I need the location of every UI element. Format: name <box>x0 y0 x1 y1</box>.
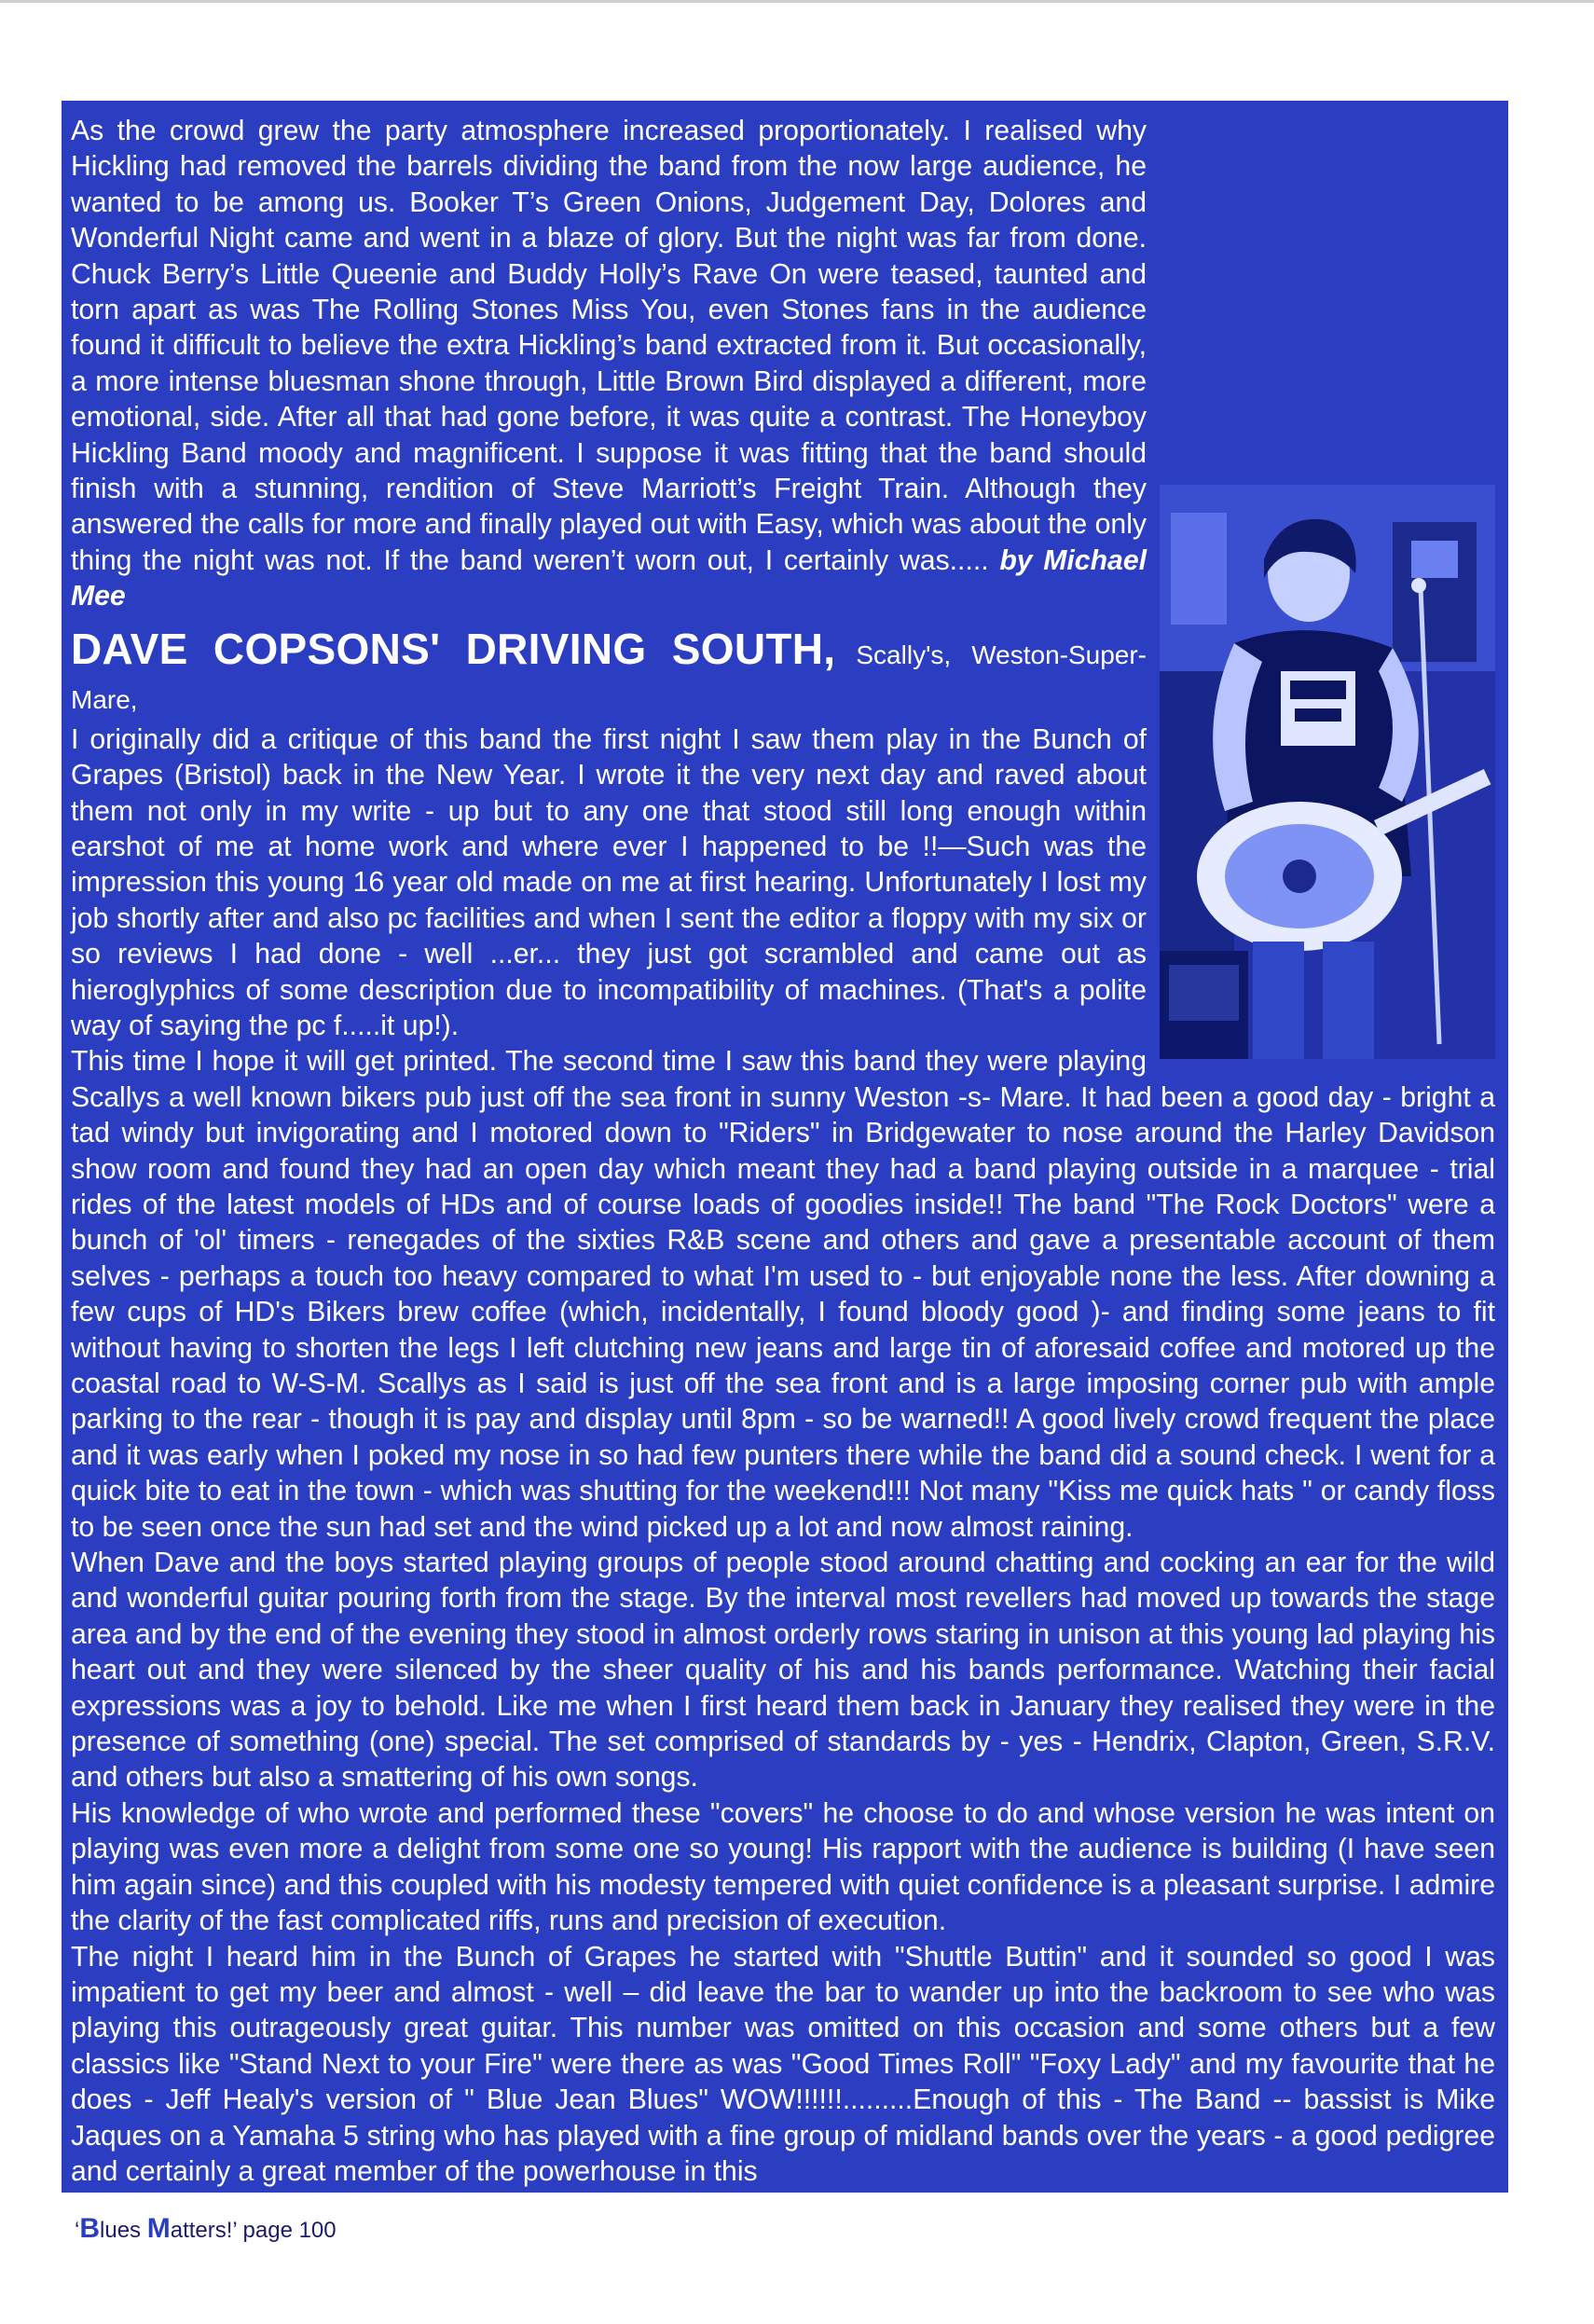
review-paragraph-5: The night I heard him in the Bunch of Grapes he started with "Shuttle Buttin" and it sounded so good I was impatient to get my beer and almost - well – did leave the bar to wander up into the backroom to see who was playing this outrageously great guitar. This number was omitted on this occasion and some others but a few classics like "Stand Next to your Fire" were there as was "Good Times Roll" "Foxy Lady" and my favourite that he does - Jeff Healy's version of " Blue Jean Blues" WOW!!!!!!.........Enough of this - The Band -- bassist is Mike Jaques on a Yamaha 5 string who has played with a fine group of midland bands over the years - a good pedigree and certainly a great member of the powerhouse in this <box>71 1941 1495 2187</box>
review-venue: Scally's, Weston-Super-Mare, <box>71 639 1147 714</box>
guitarist-photo <box>1160 485 1495 1059</box>
footer-b: B <box>79 2213 101 2244</box>
footer-page: atters!’ page 100 <box>170 2218 337 2243</box>
review-paragraph-3: When Dave and the boys started playing groups of people stood around chatting and cocking an ear for the wild and wonderful guitar pouring forth from the stage. By the interval most revellers had moved up towards the stage area and by the end of the evening they stood in almost orderly rows staring in unison at this young lad playing his heart out and they were silenced by the sheer quality of his and his bands performance. Watching their facial expressions was a joy to behold. Like me when I first heard them back in January they realised they were in the presence of something (one) special. The set comprised of standards by - yes - Hendrix, Clapton, Green, S.R.V. and others but also a smattering of his own songs. <box>71 1547 1495 1794</box>
review-title: DAVE COPSONS' DRIVING SOUTH, <box>71 624 836 673</box>
review-paragraph-1: I originally did a critique of this band the first night I saw them play in the Bunch of Grapes (Bristol) back in the New Year. I wrote it the very next day and raved about them not only in my write - up but to any one that stood still long enough within earshot of me at home work and where ever I happened to be !!—Such was the impression this young 16 year old made on me at first hearing. Unfortunately I lost my job shortly after and also pc facilities and when I sent the editor a floppy with my six or so reviews I had done - well ...er... they just got scrambled and came out as hieroglyphics of some description due to incompatibility of machines. (That's a polite way of saying the pc f.....it up!). <box>71 723 1147 1041</box>
article-panel <box>62 101 1508 2193</box>
page-footer <box>75 2213 337 2245</box>
byline: by Michael Mee <box>71 544 1147 612</box>
footer-m: M <box>146 2213 171 2244</box>
review-paragraph-4: His knowledge of who wrote and performed these "covers" he choose to do and whose version he was intent on playing was even more a delight from some one so young! His rapport with the audience is building (I have seen him again since) and this coupled with his modesty tempered with quiet confidence is a pleasant surprise. I admire the clarity of the fast complicated riffs, runs and precision of execution. <box>71 1797 1495 1937</box>
footer-quote: ‘ <box>75 2218 80 2243</box>
review-paragraph-2: This time I hope it will get printed. The second time I saw this band they were playing Scallys a well known bikers pub just off the sea front in sunny Weston -s- Mare. It had been a good day - bright a tad windy but invigorating and I motored down to "Riders" in Bridgewater to nose around the Harley Davidson show room and found they had an open day which meant they had a band playing outside in a marquee - trial rides of the latest models of HDs and of course loads of goodies inside!! The band "The Rock Doctors" were a bunch of 'ol' timers - renegades of the sixties R&B scene and others and gave a presentable account of them selves - perhaps a touch too heavy compared to what I'm used to - but enjoyable none the less. After downing a few cups of HD's Bikers brew coffee (which, incidentally, I found bloody good )- and finding some jeans to fit without having to shorten the legs I left clutching new jeans and large tin of aforesaid coffee and motored up the coastal road to W-S-M. Scallys as I said is just off the sea front and is a large imposing corner pub with ample parking to the rear - though it is pay and display until 8pm - so be warned!! A good lively crowd frequent the place and it was early when I poked my nose in so had few punters there while the band did a sound check. I went for a quick bite to eat in the town - which was shutting for the weekend!!! Not many "Kiss me quick hats " or candy floss to be seen once the sun had set and the wind picked up a lot and now almost raining. <box>71 1046 1495 1543</box>
guitarist-photo-image <box>1160 485 1495 1059</box>
article-top-text: As the crowd grew the party atmosphere increased proportionately. I realised why Hickling had removed the barrels dividing the band from the now large audience, he wanted to be among us. Booker T’s Green Onions, Judgement Day, Dolores and Wonderful Night came and went in a blaze of glory. But the night was far from done. Chuck Berry’s Little Queenie and Buddy Holly’s Rave On were teased, taunted and torn apart as was The Rolling Stones Miss You, even Stones fans in the audience found it difficult to believe the extra Hickling’s band extracted from it. But occasionally, a more intense bluesman shone through, Little Brown Bird displayed a different, more emotional, side. After all that had gone before, it was quite a contrast. The Honeyboy Hickling Band moody and magnificent. I suppose it was fitting that the band should finish with a stunning, rendition of Steve Marriott’s Freight Train. Although they answered the calls for more and finally played out with Easy, which was about the only thing the night was not. If the band weren’t worn out, I certainly was..... <box>71 116 1147 576</box>
footer-lues: lues <box>100 2218 147 2243</box>
top-rule <box>0 0 1594 3</box>
article-body <box>71 114 1495 2190</box>
